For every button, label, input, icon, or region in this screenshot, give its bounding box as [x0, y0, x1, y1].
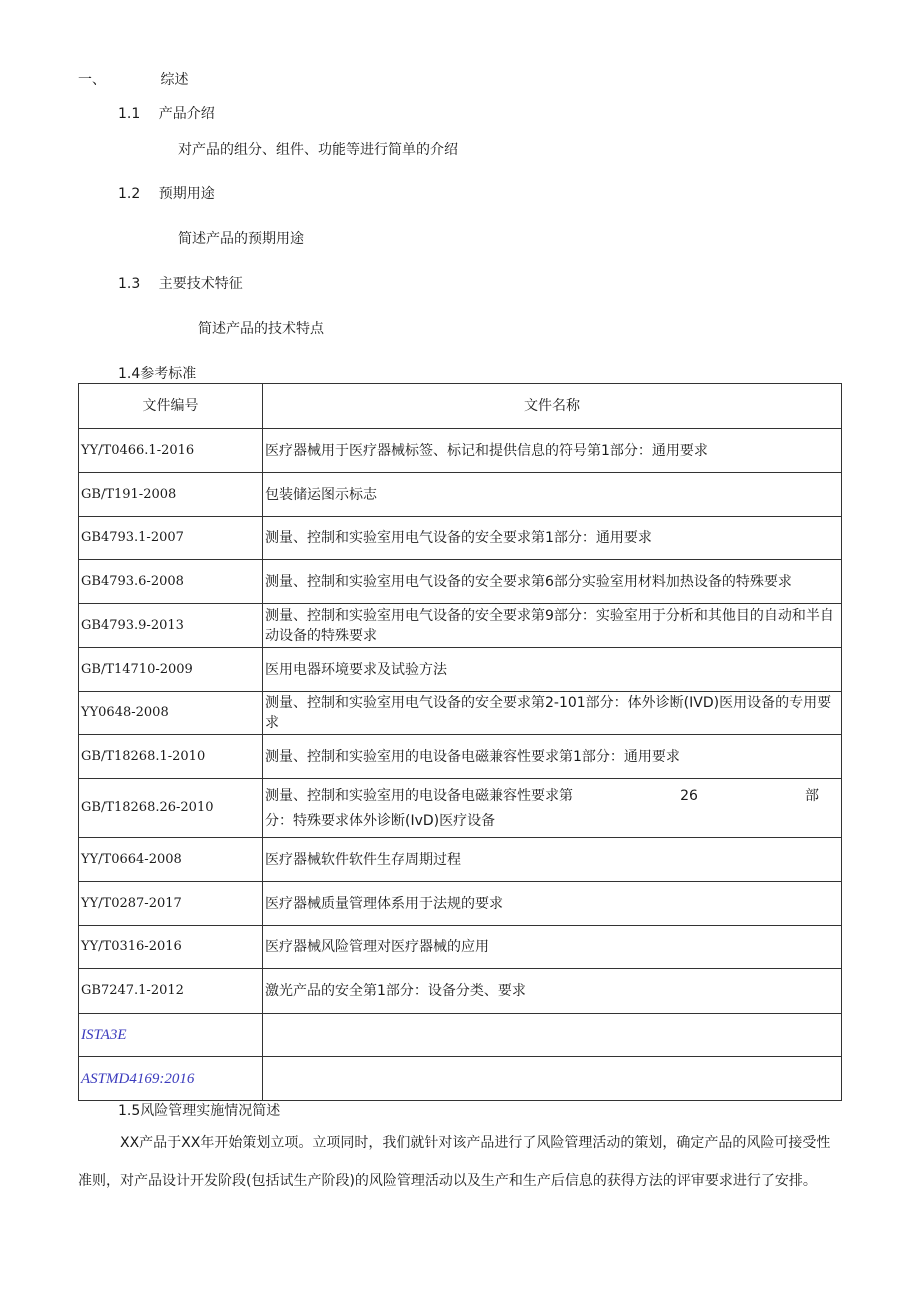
section-1-heading: [78, 70, 188, 90]
reference-standards-table: [78, 383, 842, 1101]
doc-code: ISTA3E: [79, 1014, 263, 1057]
table-header-row: [79, 384, 842, 429]
doc-name: [263, 779, 842, 838]
section-1-1-title: 产品介绍: [158, 106, 215, 122]
doc-name: 测量、控制和实验室用电气设备的安全要求第1部分：通用要求: [263, 517, 842, 560]
table-row: [79, 926, 842, 969]
section-1-2-heading: [118, 184, 215, 204]
doc-code: GB/T18268.26-2010: [79, 779, 263, 838]
doc-name: [263, 1057, 842, 1101]
doc-code: YY0648-2008: [79, 692, 263, 735]
doc-name: 包装储运图示标志: [263, 473, 842, 517]
section-1-3-body: 简述产品的技术特点: [198, 321, 324, 337]
doc-name: 医疗器械风险管理对医疗器械的应用: [263, 926, 842, 969]
section-1-1-number: 1.1: [118, 106, 141, 122]
doc-name: 医疗器械软件软件生存周期过程: [263, 838, 842, 882]
doc-name-line-2: 分：特殊要求体外诊断(IvD)医疗设备: [265, 812, 496, 829]
doc-code: GB/T18268.1-2010: [79, 735, 263, 779]
doc-name: [263, 1014, 842, 1057]
doc-name: 激光产品的安全第1部分：设备分类、要求: [263, 969, 842, 1014]
doc-name-line-1: 测量、控制和实验室用的电设备电磁兼容性要求第 26 部: [265, 787, 819, 804]
table-row: [79, 648, 842, 692]
table-row: [79, 560, 842, 604]
section-1-number: 一、: [78, 72, 106, 88]
doc-name: 医疗器械质量管理体系用于法规的要求: [263, 882, 842, 926]
header-doc-name: 文件名称: [263, 384, 842, 429]
section-1-1-body: 对产品的组分、组件、功能等进行简单的介绍: [178, 142, 458, 158]
doc-code: GB4793.1-2007: [79, 517, 263, 560]
section-1-5-body: XX产品于XX年开始策划立项。立项同时，我们就针对该产品进行了风险管理活动的策划，确定产品的风险可接受性准则，对产品设计开发阶段(包括试生产阶段)的风险管理活动以及生产和生产后信息的获得方法的评审要求进行了安排。: [78, 1135, 831, 1189]
doc-code: GB/T191-2008: [79, 473, 263, 517]
section-1-2-title: 预期用途: [158, 186, 215, 202]
doc-name: 医用电器环境要求及试验方法: [263, 648, 842, 692]
section-1-3-title: 主要技术特征: [158, 276, 243, 292]
doc-code: GB/T14710-2009: [79, 648, 263, 692]
section-1-3-number: 1.3: [118, 276, 141, 292]
doc-name: 医疗器械用于医疗器械标签、标记和提供信息的符号第1部分：通用要求: [263, 429, 842, 473]
doc-code: YY/T0316-2016: [79, 926, 263, 969]
section-1-2-body: 简述产品的预期用途: [178, 231, 304, 247]
doc-name: 测量、控制和实验室用电气设备的安全要求第2-101部分：体外诊断(IVD)医用设备的专用要求: [263, 692, 842, 735]
table-row: [79, 517, 842, 560]
table-row: [79, 838, 842, 882]
doc-code: GB4793.9-2013: [79, 604, 263, 648]
doc-name: 测量、控制和实验室用电气设备的安全要求第6部分实验室用材料加热设备的特殊要求: [263, 560, 842, 604]
section-1-2-number: 1.2: [118, 186, 141, 202]
table-row: [79, 473, 842, 517]
table-row: [79, 779, 842, 838]
doc-code: YY/T0287-2017: [79, 882, 263, 926]
section-1-3-heading: [118, 274, 243, 294]
section-1-5-heading: 1.5风险管理实施情况简述: [118, 1103, 281, 1119]
doc-name: 测量、控制和实验室用电气设备的安全要求第9部分：实验室用于分析和其他目的自动和半自动设备的特殊要求: [263, 604, 842, 648]
table-row: [79, 969, 842, 1014]
table-row: [79, 735, 842, 779]
table-row: [79, 882, 842, 926]
table-row: [79, 429, 842, 473]
table-row: [79, 1057, 842, 1101]
section-1-1-heading: [118, 104, 215, 124]
table-row: [79, 1014, 842, 1057]
doc-code: ASTMD4169:2016: [79, 1057, 263, 1101]
section-1-title: 综述: [160, 72, 189, 88]
doc-code: YY/T0466.1-2016: [79, 429, 263, 473]
table-row: [79, 692, 842, 735]
doc-code: GB7247.1-2012: [79, 969, 263, 1014]
doc-code: GB4793.6-2008: [79, 560, 263, 604]
doc-code: YY/T0664-2008: [79, 838, 263, 882]
header-doc-number: 文件编号: [79, 384, 263, 429]
doc-name: 测量、控制和实验室用的电设备电磁兼容性要求第1部分：通用要求: [263, 735, 842, 779]
section-1-4-heading: 1.4参考标准: [118, 366, 197, 382]
table-row: [79, 604, 842, 648]
